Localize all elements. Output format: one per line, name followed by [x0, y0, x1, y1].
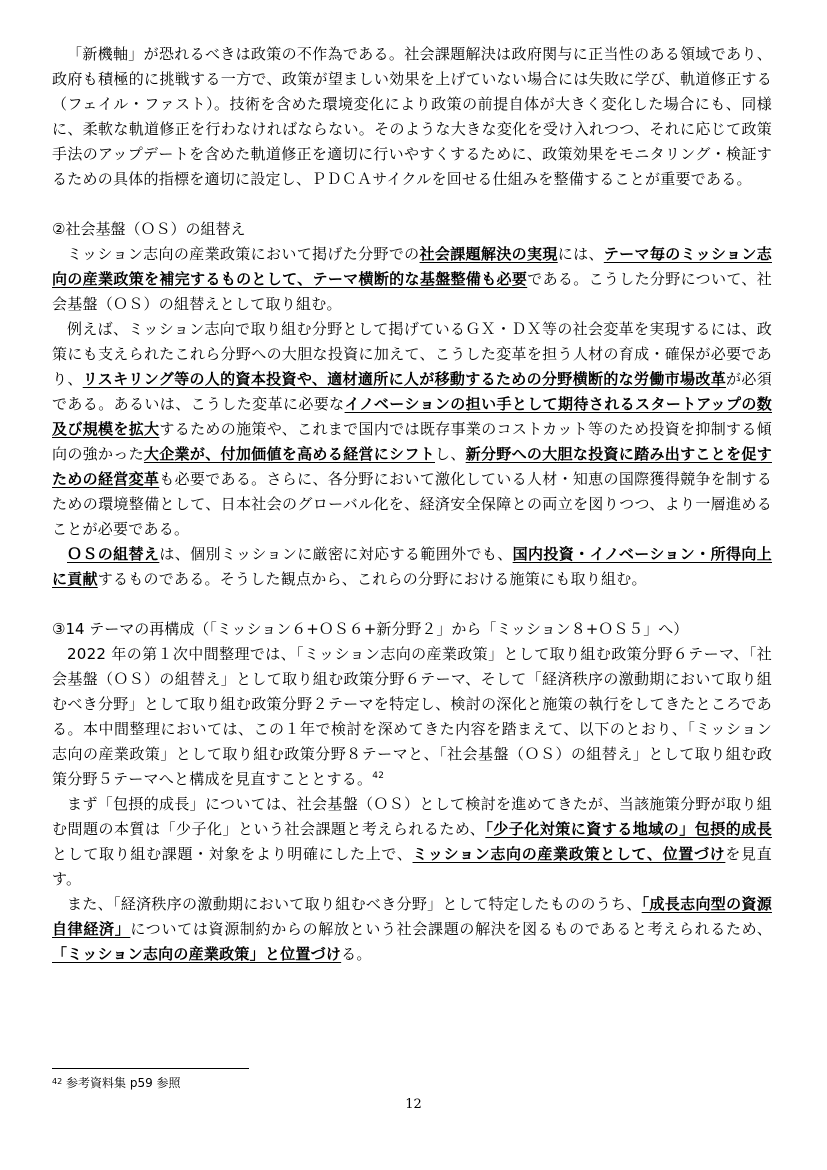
emphasis: テーマ毎のミッション志向の産業政策を補完するものとして、テーマ横断的な基盤整備も必要: [52, 245, 772, 288]
page-number: 12: [405, 1097, 422, 1112]
paragraph-policy-inaction: 「新機軸」が恐れるべきは政策の不作為である。社会課題解決は政府関与に正当性のある領域であり、政府も積極的に挑戦する一方で、政策が望ましい効果を上げていない場合には失敗に学び、軌道修正する（フェイル・ファスト）。技術を含めた環境変化により政策の前提自体が大きく変化した場合にも、同様に、柔軟な軌道修正を行わなければならない。そのような大きな変化を受け入れつつ、それに応じて政策手法のアップデートを含めた軌道修正を適切に行いやすくするために、政策効果をモニタリング・検証するための具体的指標を適切に設定し、ＰＤＣＡサイクルを回せる仕組みを整備することが重要である。: [52, 45, 772, 188]
text: ミッション志向の産業政策において掲げた分野での: [67, 245, 420, 263]
emphasis: 社会課題解決の実現: [419, 245, 558, 263]
text: については資源制約からの解放という社会課題の解決を図るものであると考えられるため、: [130, 920, 772, 938]
text: として取り組む課題・対象をより明確にした上で、: [52, 845, 413, 863]
emphasis: 新分野への大胆な投資に踏み出すことを促すための経営変革: [52, 445, 772, 488]
text: を見直す。: [52, 845, 772, 888]
emphasis: ミッション志向の産業政策として、位置づけ: [412, 845, 726, 863]
text: 例えば、ミッション志向で取り組む分野として掲げているＧＸ・ＤＸ等の社会変革を実現するには、政策にも支えられたこれら分野への大胆な投資に加えて、こうした変革を担う人材の育成・確保が必要であり、: [52, 320, 772, 388]
footnote: [52, 1075, 181, 1091]
footnote-text: 参考資料集 p59 参照: [66, 1076, 181, 1090]
section-heading-os: ②社会基盤（ＯＳ）の組替え: [52, 220, 246, 238]
emphasis: 「少子化対策に資する地域の」包摂的成長: [485, 820, 772, 838]
text: 2022 年の第１次中間整理では、「ミッション志向の産業政策」として取り組む政策分野６テーマ、「社会基盤（ＯＳ）の組替え」として取り組む政策分野６テーマ、そして「経済秩序の激動期において取り組むべき分野」として取り組む政策分野２テーマを特定し、検討の深化と施策の執行をしてきたところである。本中間整理においては、この１年で検討を深めてきた内容を踏まえて、以下のとおり、「ミッション志向の産業政策」として取り組む政策分野８テーマと、「社会基盤（ＯＳ）の組替え」として取り組む政策分野５テーマへと構成を見直すこととする。: [52, 645, 772, 788]
paragraph-os-examples: [52, 317, 772, 542]
emphasis: リスキリング等の人的資本投資や、適材適所に人が移動するための分野横断的な労働市場改革: [82, 370, 727, 388]
text: が必須である。あるいは、こうした変革に必要な: [52, 370, 772, 413]
text: には、: [557, 245, 604, 263]
text: するための施策や、これまで国内では既存事業のコストカット等のため投資を抑制する傾向の強かった: [52, 420, 772, 463]
paragraph-os-summary: [52, 542, 772, 592]
text: し、: [435, 445, 466, 463]
text: も必要である。さらに、各分野において激化している人材・知恵の国際獲得競争を制するための環境整備として、日本社会のグローバル化を、経済安全保障との両立を図りつつ、より一層進めることが必要である。: [52, 470, 772, 538]
emphasis: 大企業が、付加価値を高める経営にシフト: [143, 445, 435, 463]
section-heading-restructure: ③14 テーマの再構成（「ミッション６+ＯＳ６+新分野２」から「ミッション８+ＯＳ５」へ）: [52, 620, 689, 638]
footnote-divider: [52, 1068, 249, 1069]
main-content: [52, 42, 772, 967]
text: するものである。そうした観点から、これらの分野における施策にも取り組む。: [97, 570, 647, 588]
emphasis: イノベーションの担い手として期待されるスタートアップの数及び規模を拡大: [52, 395, 772, 438]
emphasis: ＯＳの組替え: [67, 545, 160, 563]
text: まず「包摂的成長」については、社会基盤（ＯＳ）として検討を進めてきたが、当該施策分野が取り組む問題の本質は「少子化」という社会課題と考えられるため、: [52, 795, 772, 838]
paragraph-os-intro: [52, 242, 772, 317]
emphasis: 「成長志向型の資源自律経済」: [52, 895, 772, 938]
paragraph-inclusive-growth: [52, 792, 772, 892]
text: である。こうした分野について、社会基盤（ＯＳ）の組替えとして取り組む。: [52, 270, 772, 313]
text: また、「経済秩序の激動期において取り組むべき分野」として特定したもののうち、: [67, 895, 642, 913]
footnote-ref[interactable]: 42: [372, 771, 385, 781]
text: は、個別ミッションに厳密に対応する範囲外でも、: [159, 545, 513, 563]
footnote-number: 42: [52, 1077, 63, 1086]
emphasis: 国内投資・イノベーション・所得向上に貢献: [52, 545, 772, 588]
emphasis: 「ミッション志向の産業政策」と位置づけ: [52, 945, 342, 963]
spacer: [52, 192, 772, 217]
text: る。: [341, 945, 372, 963]
paragraph-resource-economy: [52, 892, 772, 967]
paragraph-restructure: [52, 642, 772, 792]
spacer: [52, 592, 772, 617]
